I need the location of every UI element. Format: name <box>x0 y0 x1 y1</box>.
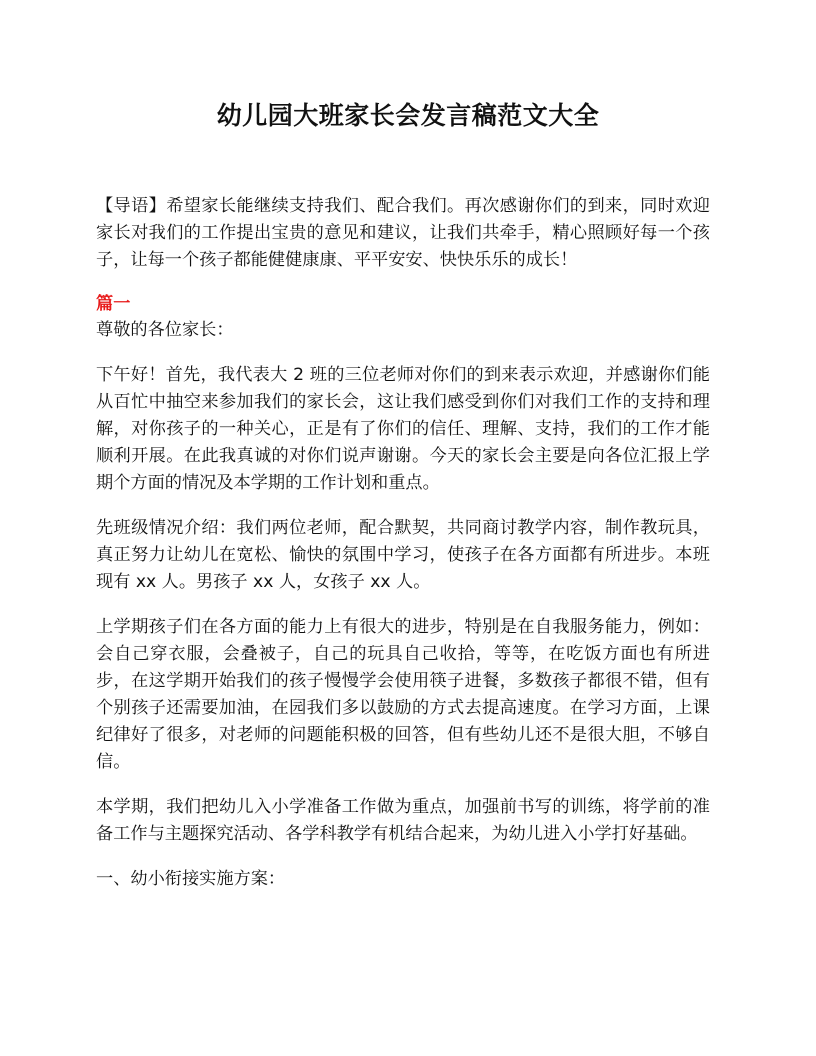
greeting: 尊敬的各位家长： <box>96 320 234 340</box>
subsection-heading: 一、幼小衔接实施方案： <box>96 869 286 889</box>
section-heading: 篇一 <box>96 294 131 314</box>
body-paragraph: 下午好！首先，我代表大 2 班的三位老师对你们的到来表示欢迎，并感谢你们能从百忙中抽空来参加我们的家长会，这让我们感受到你们对我们工作的支持和理解，对你孩子的一种关心，正是有了你们的信任、理解、支持，我们的工作才能顺利开展。在此我真诚的对你们说声谢谢。今天的家长会主要是向各位汇报上学期个方面的情况及本学期的工作计划和重点。 <box>96 365 710 493</box>
intro-paragraph: 【导语】希望家长能继续支持我们、配合我们。再次感谢你们的到来，同时欢迎家长对我们的工作提出宝贵的意见和建议，让我们共牵手，精心照顾好每一个孩子，让每一个孩子都能健健康康、平平安安、快快乐乐的成长！ <box>96 196 710 270</box>
document-title: 幼儿园大班家长会发言稿范文大全 <box>216 101 600 130</box>
body-paragraph: 上学期孩子们在各方面的能力上有很大的进步，特别是在自我服务能力，例如：会自己穿衣服，会叠被子，自己的玩具自己收拾，等等，在吃饭方面也有所进步，在这学期开始我们的孩子慢慢学会使用筷子进餐，多数孩子都很不错，但有个别孩子还需要加油，在园我们多以鼓励的方式去提高速度。在学习方面，上课纪律好了很多，对老师的问题能积极的回答，但有些幼儿还不是很大胆，不够自信。 <box>96 617 710 772</box>
body-paragraph: 先班级情况介绍：我们两位老师，配合默契，共同商讨教学内容，制作教玩具，真正努力让幼儿在宽松、愉快的氛围中学习，使孩子在各方面都有所进步。本班现有 xx 人。男孩子 xx 人，女孩子 xx 人。 <box>96 518 710 592</box>
body-paragraph: 本学期，我们把幼儿入小学准备工作做为重点，加强前书写的训练，将学前的准备工作与主题探究活动、各学科教学有机结合起来，为幼儿进入小学打好基础。 <box>96 797 710 844</box>
document-body <box>96 193 710 911</box>
